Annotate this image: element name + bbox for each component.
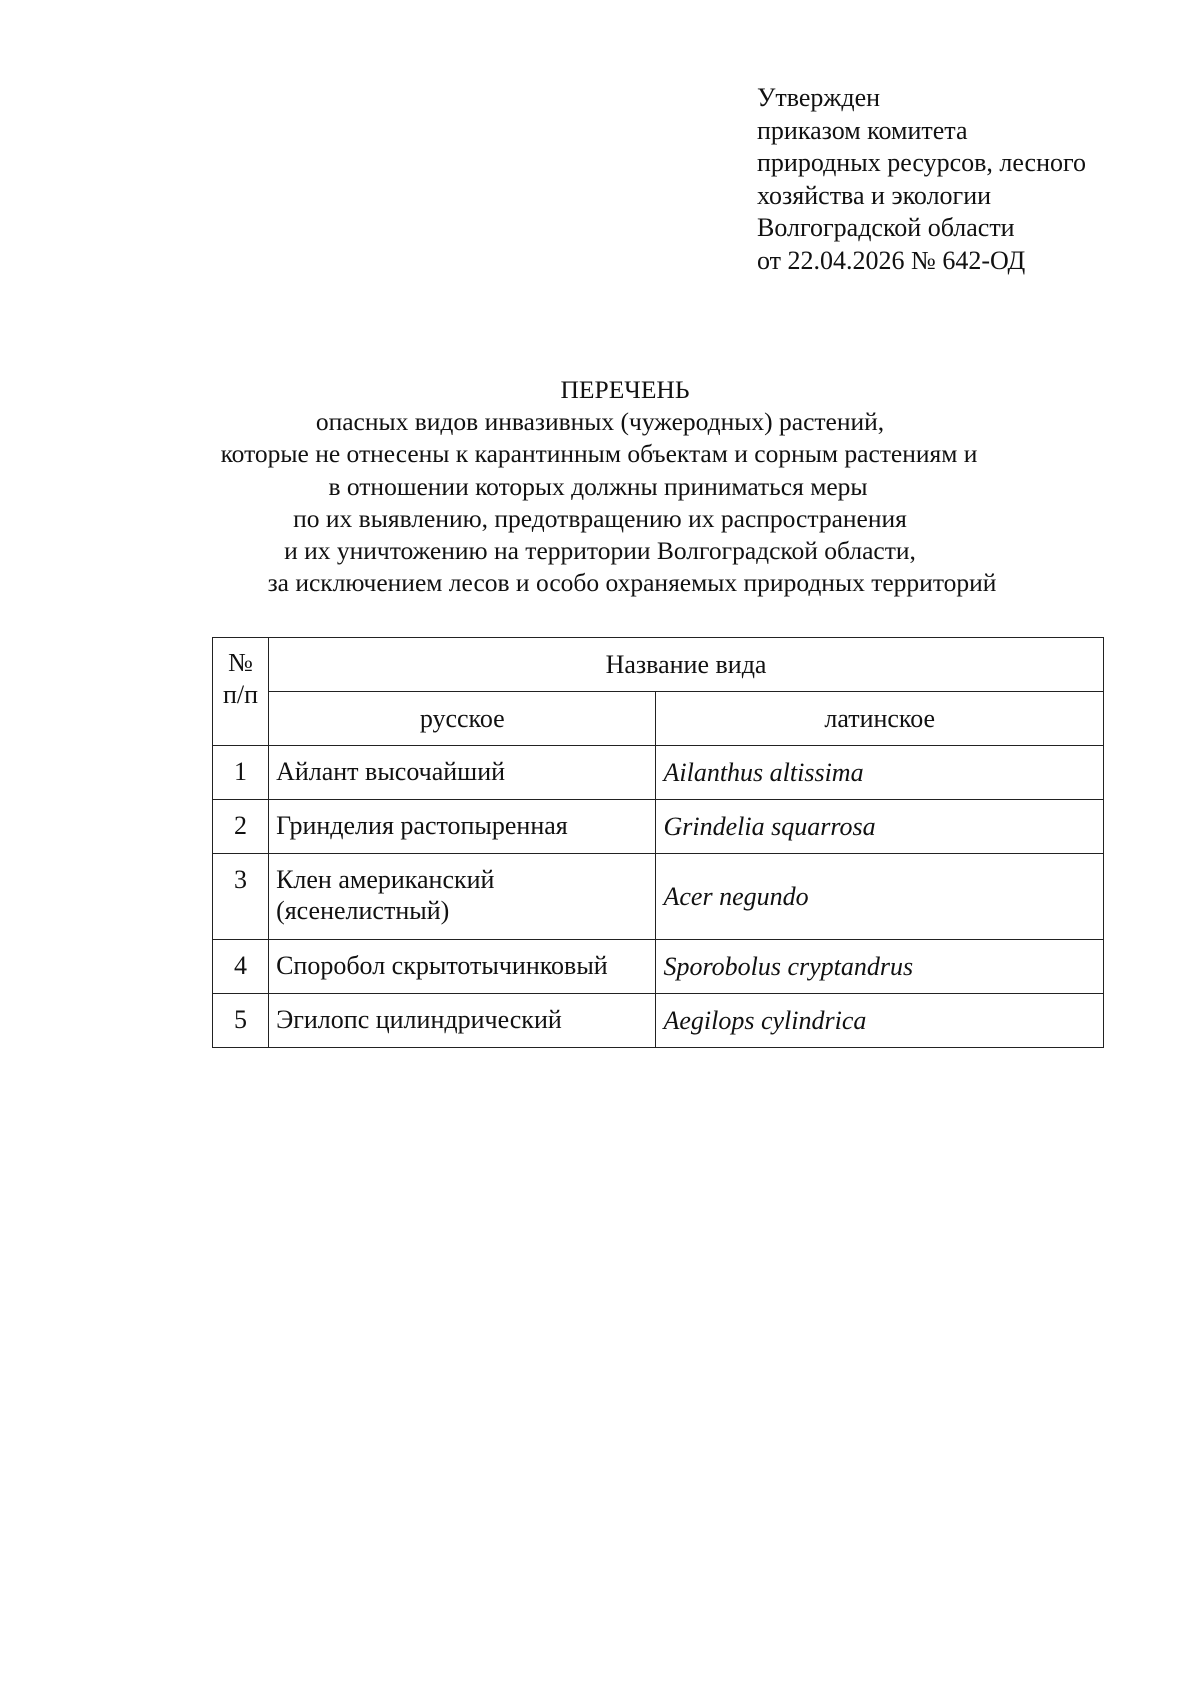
table-row <box>213 746 1104 800</box>
header-species-name: Название вида <box>269 638 1104 692</box>
row-number: 3 <box>213 854 269 940</box>
row-latin-name: Sporobolus cryptandrus <box>656 940 1104 994</box>
title-subtitle-line: опасных видов инвазивных (чужеродных) растений, <box>315 407 885 437</box>
title-subtitle-line: по их выявлению, предотвращению их распространения <box>293 503 907 533</box>
row-russian-name: Споробол скрытотычинковый <box>269 940 656 994</box>
row-latin-name: Aegilops cylindrica <box>656 994 1104 1048</box>
row-russian-name-line: Клен американский <box>276 865 495 894</box>
table-row <box>213 800 1104 854</box>
table-row <box>213 940 1104 994</box>
row-russian-name-line: (ясенелистный) <box>276 896 450 925</box>
header-number-symbol: № <box>228 648 253 677</box>
header-number <box>213 638 269 746</box>
approval-line: приказом комитета <box>757 115 968 145</box>
row-number: 4 <box>213 940 269 994</box>
row-number: 1 <box>213 746 269 800</box>
title-subtitle-line: за исключением лесов и особо охраняемых природных территорий <box>267 568 997 598</box>
table-row <box>213 994 1104 1048</box>
title-main: ПЕРЕЧЕНЬ <box>560 375 690 404</box>
approval-line: хозяйства и экологии <box>757 180 992 210</box>
row-russian-name: Гринделия растопыренная <box>269 800 656 854</box>
approval-line: Утвержден <box>757 83 881 112</box>
header-number-pp: п/п <box>223 680 259 709</box>
row-russian-name: Айлант высочайший <box>269 746 656 800</box>
row-latin-name: Grindelia squarrosa <box>656 800 1104 854</box>
document-title <box>0 374 1200 599</box>
title-subtitle-line: и их уничтожению на территории Волгоградской области, <box>284 536 916 566</box>
species-table <box>212 637 1104 1048</box>
approval-date-number: от 22.04.2026 № 642-ОД <box>757 245 1026 275</box>
row-latin-name: Ailanthus altissima <box>656 746 1104 800</box>
row-russian-name: Эгилопс цилиндрический <box>269 994 656 1048</box>
title-subtitle-line: в отношении которых должны приниматься меры <box>328 471 868 501</box>
header-latin: латинское <box>656 692 1104 746</box>
approval-line: природных ресурсов, лесного <box>757 148 1087 177</box>
approval-stamp <box>757 82 1177 277</box>
row-russian-name <box>269 854 656 940</box>
row-number: 5 <box>213 994 269 1048</box>
approval-line: Волгоградской области <box>757 213 1015 242</box>
row-number: 2 <box>213 800 269 854</box>
table-row <box>213 854 1104 940</box>
header-russian: русское <box>269 692 656 746</box>
title-subtitle-line: которые не отнесены к карантинным объектам и сорным растениям и <box>220 439 978 469</box>
row-latin-name: Acer negundo <box>656 854 1104 940</box>
